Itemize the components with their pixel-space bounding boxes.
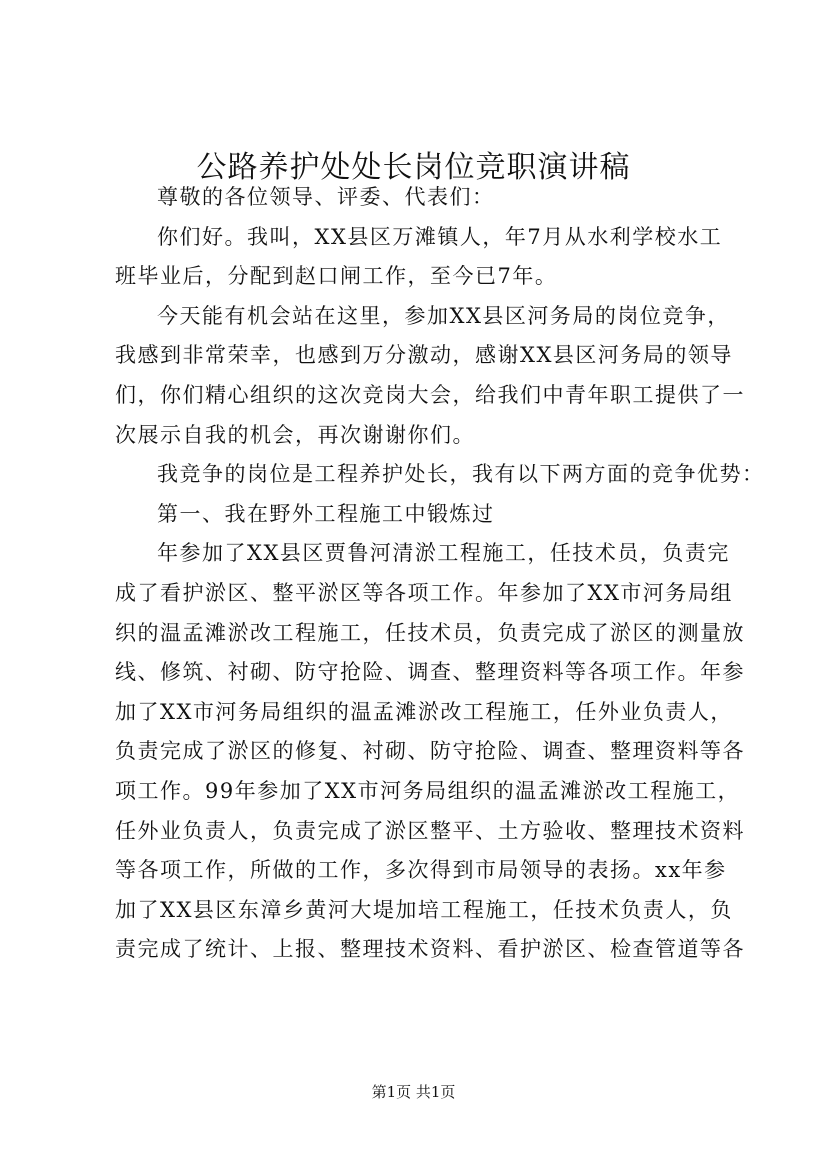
body-line: 你们好。我叫，XX县区万滩镇人，年7月从水利学校水工 [157, 224, 723, 249]
body-line: 线、修筑、衬砌、防守抢险、调查、整理资料等各项工作。年参 [115, 660, 745, 685]
body-line: 责完成了统计、上报、整理技术资料、看护淤区、检查管道等各 [115, 937, 745, 962]
body-line: 次展示自我的机会，再次谢谢你们。 [115, 422, 475, 447]
body-line: 尊敬的各位领导、评委、代表们： [157, 185, 495, 209]
body-line: 第一、我在野外工程施工中锻炼过 [157, 501, 495, 526]
body-line: 年参加了XX县区贾鲁河清淤工程施工，任技术员，负责完 [157, 541, 730, 566]
document-title: 公路养护处处长岗位竞职演讲稿 [196, 150, 631, 185]
document-body [115, 178, 765, 970]
body-line: 今天能有机会站在这里，参加XX县区河务局的岗位竞争， [157, 303, 730, 328]
body-line: 班毕业后，分配到赵口闸工作，至今已7年。 [115, 264, 558, 289]
body-line: 等各项工作，所做的工作，多次得到市局领导的表扬。xx年参 [115, 858, 727, 883]
page-footer: 第1页 共1页 [371, 1083, 456, 1101]
body-line: 我感到非常荣幸，也感到万分激动，感谢XX县区河务局的领导 [115, 343, 733, 368]
body-line: 任外业负责人，负责完成了淤区整平、土方验收、整理技术资料 [115, 818, 745, 843]
body-line: 们，你们精心组织的这次竞岗大会，给我们中青年职工提供了一 [115, 382, 745, 407]
body-line: 成了看护淤区、整平淤区等各项工作。年参加了XX市河务局组 [115, 580, 733, 605]
body-line: 加了XX市河务局组织的温孟滩淤改工程施工，任外业负责人， [115, 699, 733, 724]
body-line: 负责完成了淤区的修复、衬砌、防守抢险、调查、整理资料等各 [115, 739, 745, 764]
body-line: 我竞争的岗位是工程养护处长，我有以下两方面的竞争优势： [157, 462, 765, 487]
body-line: 项工作。99年参加了XX市河务局组织的温孟滩淤改工程施工， [115, 778, 741, 803]
body-line: 加了XX县区东漳乡黄河大堤加培工程施工，任技术负责人，负 [115, 897, 733, 922]
body-line: 织的温孟滩淤改工程施工，任技术员，负责完成了淤区的测量放 [115, 620, 745, 645]
